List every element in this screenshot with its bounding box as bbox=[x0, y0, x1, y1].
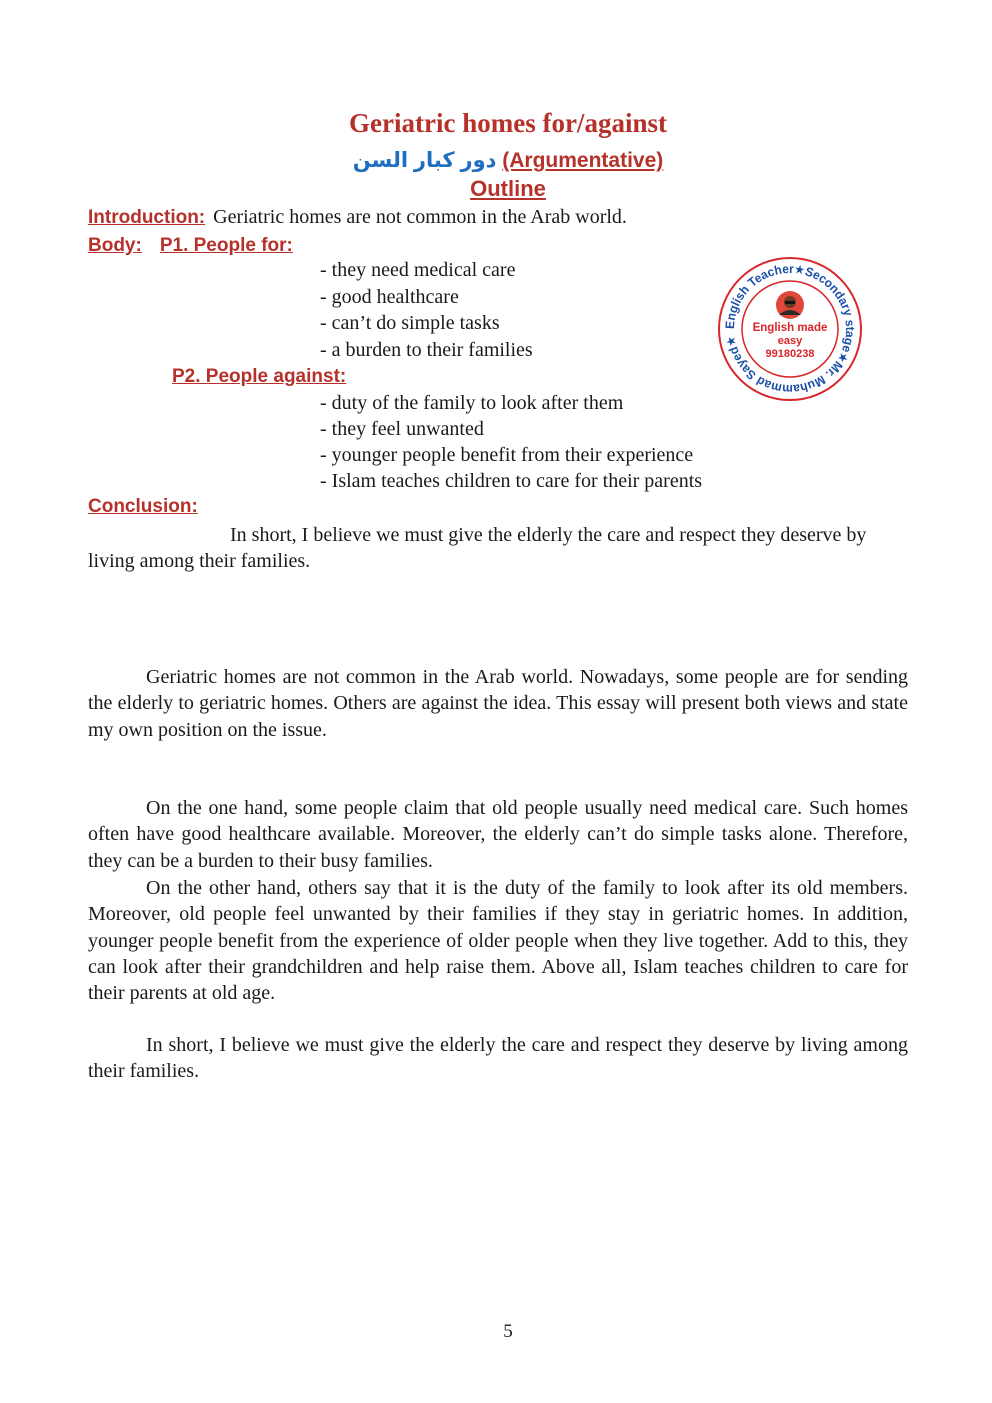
page-number: 5 bbox=[503, 1321, 513, 1342]
p1-point: - can’t do simple tasks bbox=[320, 312, 500, 334]
introduction-row bbox=[88, 206, 627, 229]
body-label: Body: bbox=[88, 235, 142, 256]
p1-label: P1. People for: bbox=[159, 235, 293, 256]
essay-paragraph-text: In short, I believe we must give the elderly the care and respect they deserve by living among their families. bbox=[88, 1034, 908, 1083]
p1-point: - they need medical care bbox=[320, 259, 516, 281]
essay-paragraph bbox=[88, 1032, 908, 1085]
subtitle-english: (Argumentative) bbox=[502, 149, 664, 172]
body-row bbox=[88, 235, 293, 257]
p2-point: - they feel unwanted bbox=[320, 418, 484, 440]
introduction-label: Introduction: bbox=[88, 207, 206, 228]
introduction-text: Geriatric homes are not common in the Arab world. bbox=[213, 206, 627, 228]
essay-paragraph bbox=[88, 795, 908, 874]
essay-paragraph-text: Geriatric homes are not common in the Arab world. Nowadays, some people are for sending the elderly to geriatric homes. Others are against the idea. This essay will present both views and state my own position on the issue. bbox=[88, 666, 908, 741]
stamp-ring-text: English Teacher★Secondary stage★Mr. Muhammad Sayed★ bbox=[722, 261, 858, 397]
essay-paragraph bbox=[88, 875, 908, 1006]
outline-heading: Outline bbox=[470, 176, 546, 201]
avatar-icon bbox=[776, 291, 804, 319]
subtitle-arabic: دور كبار السن bbox=[352, 149, 497, 172]
stamp-phone: 99180238 bbox=[765, 348, 815, 360]
stamp-line1: English made bbox=[752, 322, 828, 334]
p2-label: P2. People against: bbox=[172, 366, 347, 387]
p2-point: - Islam teaches children to care for their parents bbox=[320, 470, 703, 492]
essay-paragraph-text: On the other hand, others say that it is the duty of the family to look after its old members. Moreover, old people feel unwanted by their families if they stay in geriatric homes. In addition, younger people benefit from the experience of older people when they live together. Add to this, they can look after their grandchildren and help raise them. Above all, Islam teaches children to care for their parents at old age. bbox=[88, 877, 908, 1005]
p1-point: - a burden to their families bbox=[320, 339, 533, 361]
subtitle bbox=[0, 148, 992, 173]
stamp-line2: easy bbox=[777, 335, 803, 347]
conclusion-text: In short, I believe we must give the elderly the care and respect they deserve by living among their families. bbox=[88, 524, 867, 573]
page-title: Geriatric homes for/against bbox=[349, 108, 667, 138]
essay-paragraph bbox=[88, 664, 908, 743]
teacher-stamp bbox=[716, 255, 864, 403]
conclusion-label: Conclusion: bbox=[88, 496, 198, 517]
p2-point: - duty of the family to look after them bbox=[320, 392, 624, 414]
p2-point: - younger people benefit from their experience bbox=[320, 444, 694, 466]
essay-paragraph-text: On the one hand, some people claim that old people usually need medical care. Such homes often have good healthcare available. Moreover, the elderly can’t do simple tasks alone. Therefore, they can be a burden to their busy families. bbox=[88, 797, 908, 872]
p1-point: - good healthcare bbox=[320, 286, 459, 308]
